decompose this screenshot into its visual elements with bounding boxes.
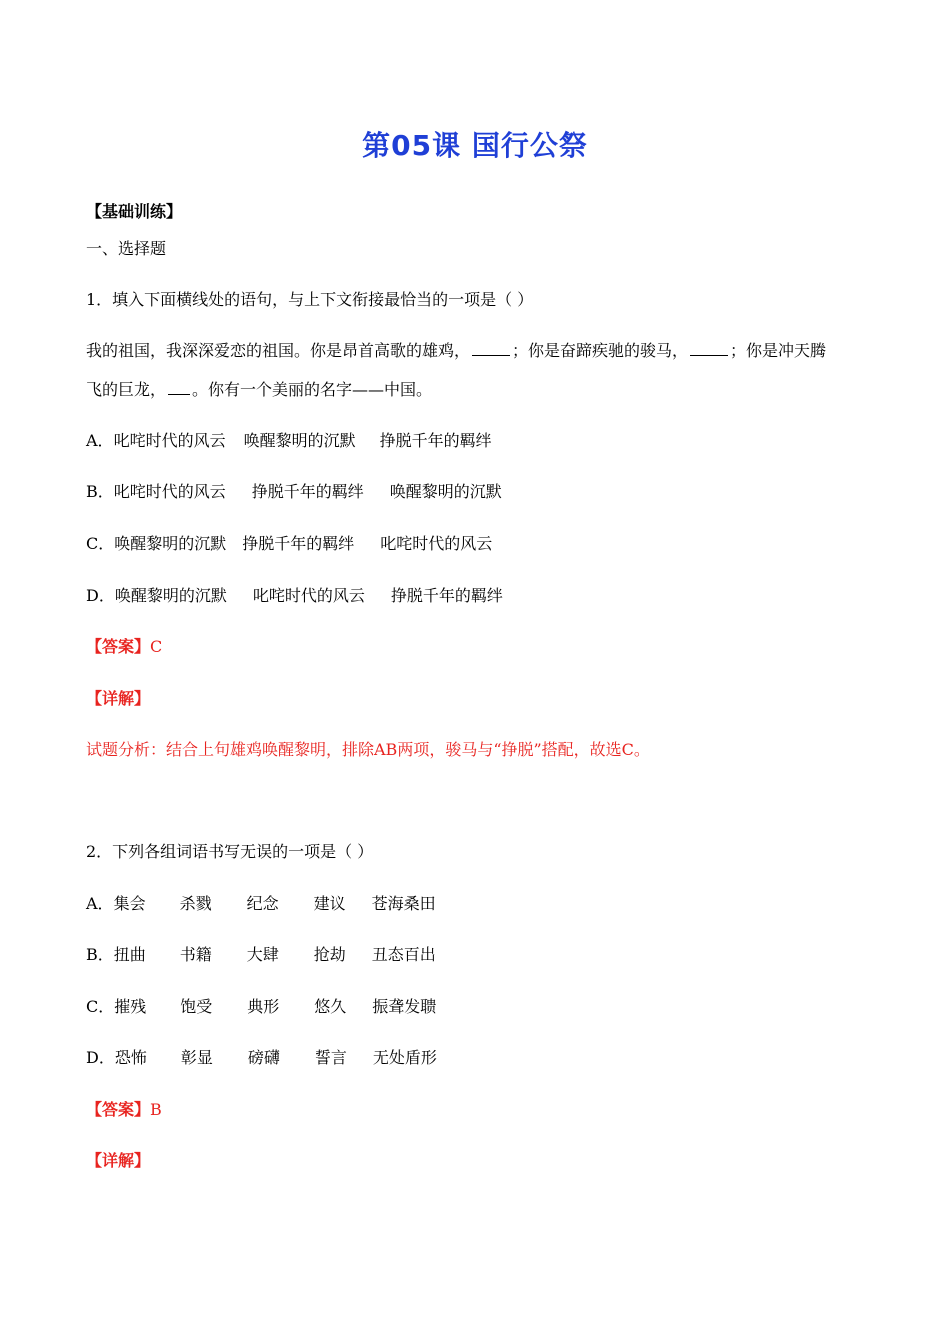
option-letter: B． [86, 482, 114, 501]
q2-stem: 2．下列各组词语书写无误的一项是（ ） [86, 842, 374, 861]
option-item: 振聋发聩 [372, 997, 437, 1016]
passage-text: 。你有一个美丽的名字——中国。 [192, 380, 433, 399]
answer-label: 【答案】 [86, 637, 151, 656]
option-item: 叱咤时代的风云 [252, 586, 365, 605]
passage-text: 我的祖国，我深深爱恋的祖国。你是昂首高歌的雄鸡， [86, 341, 471, 360]
option-item: 唤醒黎明的沉默 [389, 482, 502, 501]
q1-stem: 1．填入下面横线处的语句，与上下文衔接最恰当的一项是（ ） [86, 290, 534, 309]
passage-text: ；你是奋蹄疾驰的骏马， [512, 341, 689, 360]
option-item: 丑态百出 [371, 945, 436, 964]
answer-value: C [150, 637, 163, 656]
option-item: 彰显 [180, 1048, 213, 1067]
option-item: 集会 [113, 894, 146, 913]
option-letter: A． [86, 431, 114, 450]
option-item: 叱咤时代的风云 [380, 534, 493, 553]
option-item: 唤醒黎明的沉默 [114, 586, 227, 605]
answer-label: 【答案】 [86, 1100, 151, 1119]
option-item: 悠久 [314, 997, 347, 1016]
option-letter: A． [86, 894, 114, 913]
answer-value: B [150, 1100, 162, 1119]
q1-option-b [86, 482, 502, 502]
option-item: 摧残 [114, 997, 147, 1016]
q1-analysis: 试题分析：结合上句雄鸡唤醒黎明，排除AB两项，骏马与“挣脱”搭配，故选C。 [86, 740, 650, 759]
option-item: 纪念 [246, 894, 279, 913]
option-item: 杀戮 [179, 894, 212, 913]
blank-3 [168, 380, 190, 395]
q2-option-d [86, 1048, 437, 1068]
part-label: 一、选择题 [86, 239, 167, 258]
q1-passage-line1 [86, 341, 826, 361]
section-label: 【基础训练】 [86, 202, 183, 221]
option-item: 唤醒黎明的沉默 [114, 534, 227, 553]
option-item: 抢劫 [313, 945, 346, 964]
option-item: 挣脱千年的羁绊 [379, 431, 492, 450]
option-letter: C． [86, 534, 115, 553]
blank-2 [690, 341, 728, 356]
option-item: 苍海桑田 [371, 894, 436, 913]
q2-detail-label: 【详解】 [86, 1151, 151, 1170]
q1-option-d [86, 586, 503, 606]
q2-answer [86, 1100, 162, 1120]
option-item: 叱咤时代的风云 [113, 431, 226, 450]
q1-option-c [86, 534, 492, 554]
option-item: 挣脱千年的羁绊 [390, 586, 503, 605]
option-item: 书籍 [179, 945, 212, 964]
option-item: 典形 [247, 997, 280, 1016]
option-item: 挣脱千年的羁绊 [242, 534, 355, 553]
option-item: 无处盾形 [372, 1048, 437, 1067]
option-item: 恐怖 [114, 1048, 147, 1067]
q1-passage-line2 [86, 380, 432, 400]
option-item: 挣脱千年的羁绊 [251, 482, 364, 501]
q2-option-c [86, 997, 436, 1017]
q1-answer [86, 637, 162, 657]
option-letter: D． [86, 1048, 115, 1067]
option-item: 扭曲 [113, 945, 146, 964]
q2-option-b [86, 945, 436, 965]
option-item: 磅礴 [247, 1048, 280, 1067]
option-item: 建议 [313, 894, 346, 913]
option-letter: B． [86, 945, 114, 964]
page-title: 第05课 国行公祭 [362, 129, 588, 162]
blank-1 [472, 341, 510, 356]
option-letter: C． [86, 997, 115, 1016]
option-letter: D． [86, 586, 115, 605]
passage-text: ；你是冲天腾 [730, 341, 827, 360]
passage-text: 飞的巨龙， [86, 380, 167, 399]
option-item: 叱咤时代的风云 [113, 482, 226, 501]
q1-detail-label: 【详解】 [86, 689, 151, 708]
option-item: 唤醒黎明的沉默 [243, 431, 356, 450]
q1-option-a [86, 431, 492, 451]
option-item: 大肆 [246, 945, 279, 964]
option-item: 誓言 [314, 1048, 347, 1067]
q2-option-a [86, 894, 436, 914]
option-item: 饱受 [180, 997, 213, 1016]
